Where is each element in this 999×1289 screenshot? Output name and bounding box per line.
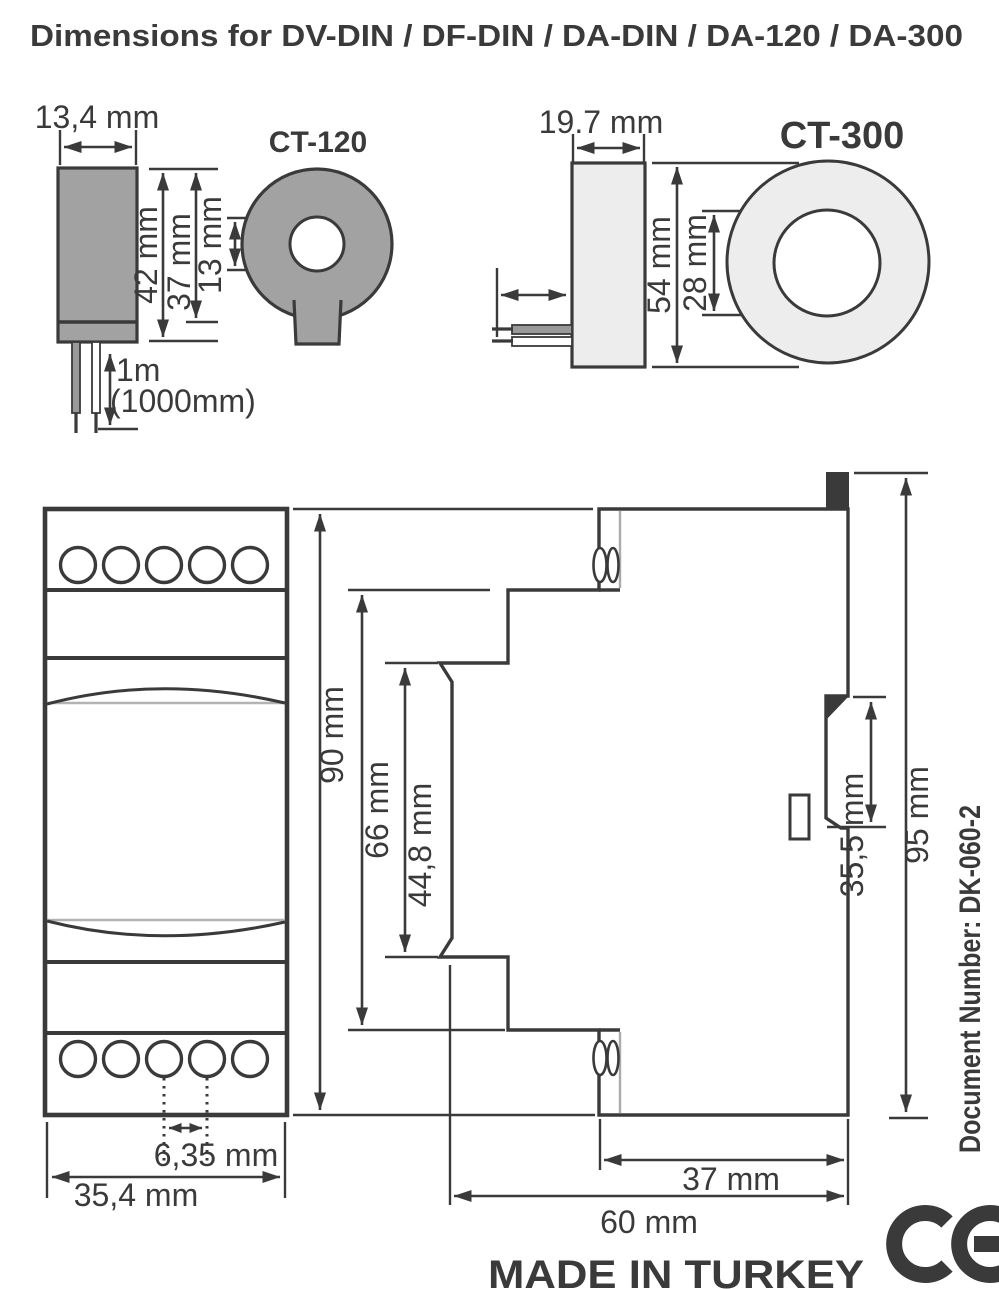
module-side-view: [348, 472, 935, 1240]
side-terminal-hole: [608, 548, 619, 582]
module-side-profile: [440, 509, 848, 1115]
ct300-side-view: [492, 163, 645, 367]
ct120-group: [35, 99, 392, 433]
module-bottom-terminals: [61, 1042, 268, 1077]
made-in-turkey-label: MADE IN TURKEY: [488, 1253, 865, 1289]
terminal-hole: [190, 1042, 225, 1077]
total-depth-label: 60 mm: [600, 1204, 698, 1240]
module-front-view: [45, 509, 595, 1213]
ct120-hole: [290, 217, 344, 271]
total-height-label: 95 mm: [899, 766, 935, 864]
side-terminal-hole: [608, 1041, 619, 1075]
side-body-height-label: 66 mm: [359, 761, 395, 859]
front-width-label: 35,4 mm: [73, 1177, 199, 1213]
ct300-hole: [774, 210, 880, 316]
terminal-hole: [233, 1042, 268, 1077]
side-terminal-hole: [594, 548, 607, 582]
terminal-pitch-label: 6,35 mm: [153, 1137, 279, 1173]
terminal-hole: [147, 1042, 182, 1077]
ct300-body: [572, 163, 645, 367]
ct300-title: CT-300: [779, 115, 905, 157]
ct120-width-label: 13,4 mm: [34, 99, 160, 135]
ct300-hole-label: 28 mm: [677, 214, 713, 312]
side-face-height-label: 44,8 mm: [402, 782, 438, 908]
ct120-title: CT-120: [268, 126, 368, 159]
page-title: Dimensions for DV-DIN / DF-DIN / DA-DIN / DA-120 / DA-300: [30, 18, 963, 53]
ct300-width-label: 19.7 mm: [538, 104, 664, 140]
ct120-wire-black: [72, 342, 80, 413]
ct120-front-view: [242, 169, 392, 344]
terminal-hole: [61, 1042, 96, 1077]
ct120-hole-label: 13 mm: [192, 196, 228, 294]
rail-slot-label: 35,5 mm: [834, 772, 870, 898]
ct120-wire-white: [92, 342, 100, 413]
terminal-hole: [147, 548, 182, 583]
terminal-hole: [104, 1042, 139, 1077]
ct300-front-view: [727, 161, 929, 363]
ct300-group: [492, 104, 929, 367]
rail-clip-top: [826, 472, 849, 509]
ct120-body: [58, 168, 137, 342]
ct300-wire-white: [512, 337, 572, 346]
terminal-hole: [61, 548, 96, 583]
rear-depth-label: 37 mm: [682, 1161, 780, 1197]
rail-hook-wedge: [826, 696, 849, 720]
ct120-tab-fill: [294, 300, 341, 344]
module-top-terminals: [61, 548, 268, 583]
ct120-cable-length-alt-label: (1000mm): [110, 383, 256, 419]
din-rail-marker: [790, 795, 809, 839]
side-terminal-hole: [594, 1041, 607, 1075]
ce-mark-icon: [894, 1213, 999, 1275]
module-front-outline: [45, 509, 287, 1115]
terminal-hole: [104, 548, 139, 583]
terminal-hole: [190, 548, 225, 583]
ct120-height-label: 42 mm: [128, 206, 164, 304]
ct120-body-height-label: 37 mm: [161, 213, 197, 311]
ct300-wire-black: [512, 325, 572, 334]
document-number-label: Document Number: DK-060-2: [954, 736, 987, 1153]
ct300-height-label: 54 mm: [641, 216, 677, 314]
ce-letter-c: [894, 1213, 947, 1275]
terminal-hole: [233, 548, 268, 583]
front-height-label: 90 mm: [314, 686, 350, 784]
ct120-cable-length-label: 1m: [116, 352, 161, 388]
